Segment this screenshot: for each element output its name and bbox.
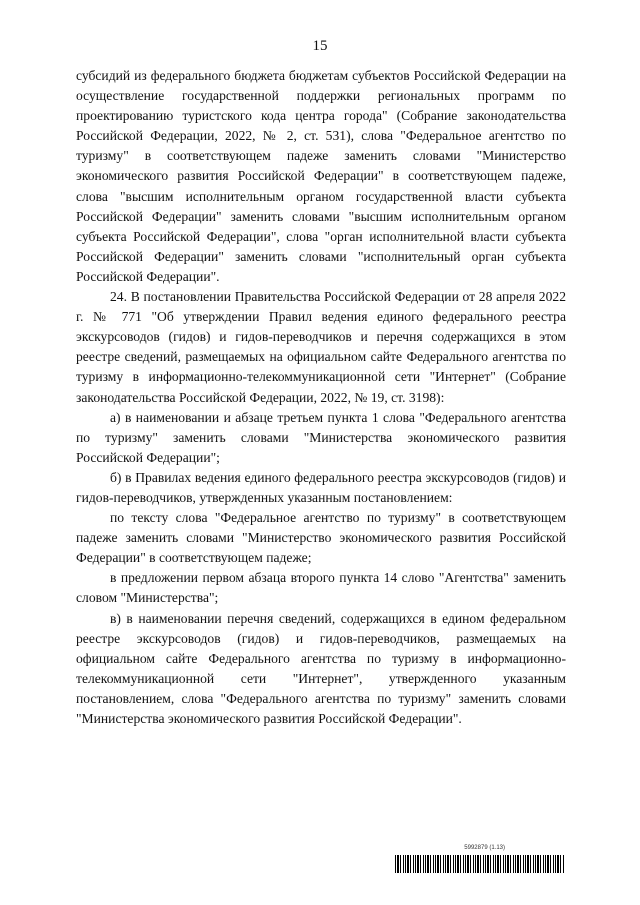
paragraph-item-24: 24. В постановлении Правительства Российской Федерации от 28 апреля 2022 г. № 771 "Об утверждении Правил ведения единого федерального реестра экскурсоводов (гидов) и гидов-переводчиков и перечня содержащихся в этом реестре сведений, размещаемых на официальном сайте Федерального агентства по туризму в информационно-телекоммуникационной сети "Интернет" (Собрание законодательства Российской Федерации, 2022, № 19, ст. 3198):	[76, 289, 566, 405]
document-barcode	[395, 845, 565, 875]
paragraph-subitem-b-text-1: по тексту слова "Федеральное агентство по туризму" в соответствующем падеже заменить словами "Министерство экономического развития Российской Федерации" в соответствующем падеже;	[76, 510, 566, 566]
barcode-icon	[395, 855, 565, 873]
paragraph-subitem-v: в) в наименовании перечня сведений, содержащихся в едином федеральном реестре экскурсоводов (гидов) и гидов-переводчиков, размещаемых на официальном сайте Федерального агентства по туризму в информационно-телекоммуникационной сети "Интернет", утвержденного указанным постановлением, слова "Федерального агентства по туризму" заменить словами "Министерства экономического развития Российской Федерации".	[76, 610, 566, 726]
barcode-label: 5992879 (1.13)	[464, 845, 505, 851]
page-number: 15	[312, 38, 328, 54]
document-body	[76, 66, 566, 729]
paragraph-subitem-a: а) в наименовании и абзаце третьем пункта 1 слова "Федерального агентства по туризму" заменить словами "Министерства экономического развития Российской Федерации";	[76, 409, 566, 465]
paragraph-subitem-b-text-2: в предложении первом абзаца второго пункта 14 слово "Агентства" заменить словом "Министерства";	[76, 570, 566, 606]
paragraph-continuation: субсидий из федерального бюджета бюджетам субъектов Российской Федерации на осуществление государственной поддержки региональных программ по проектированию туристского кода центра города" (Собрание законодательства Российской Федерации, 2022, № 2, ст. 531), слова "Федеральное агентство по туризму" в соответствующем падеже заменить словами "Министерство экономического развития Российской Федерации" в соответствующем падеже, слова "высшим исполнительным органом государственной власти субъекта Российской Федерации" заменить словами "высшим исполнительным органом субъекта Российской Федерации", слова "орган исполнительной власти субъекта Российской Федерации" заменить словами "исполнительный орган субъекта Российской Федерации".	[76, 68, 566, 284]
paragraph-subitem-b: б) в Правилах ведения единого федерального реестра экскурсоводов (гидов) и гидов-переводчиков, утвержденных указанным постановлением:	[76, 469, 566, 505]
